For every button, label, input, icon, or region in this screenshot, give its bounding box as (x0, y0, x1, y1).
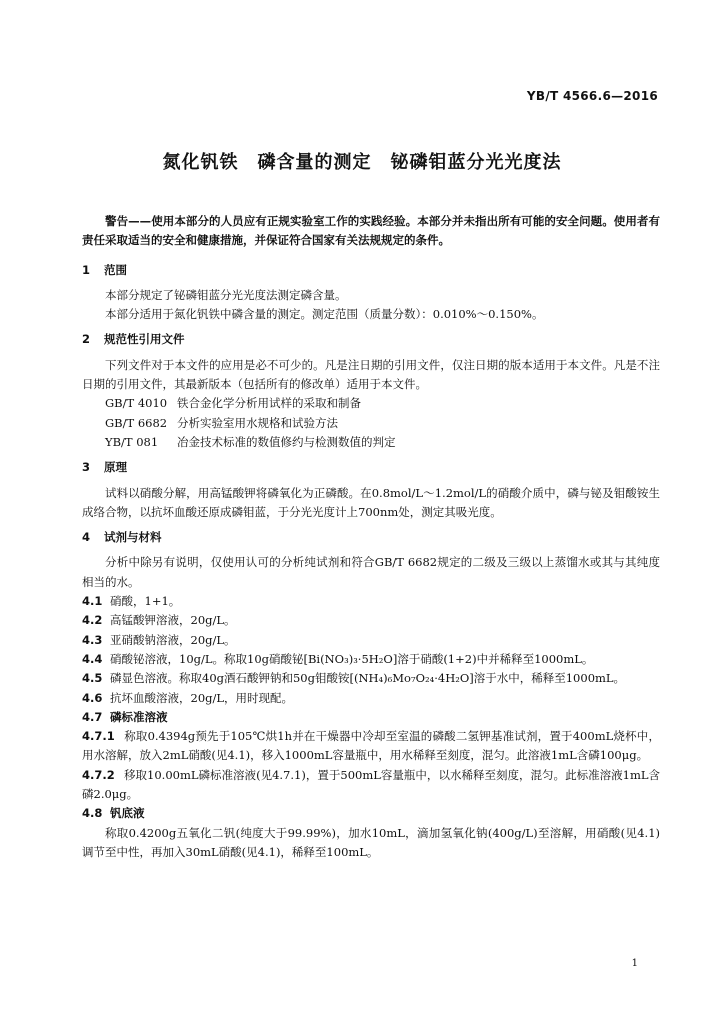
section-1-heading (82, 261, 660, 280)
item-number: 4.7 (82, 709, 103, 724)
reagent-item (82, 766, 660, 805)
item-number: 4.7.2 (82, 767, 115, 782)
reagent-item (82, 631, 660, 650)
item-text: 亚硝酸钠溶液，20g/L。 (110, 632, 236, 647)
principle-paragraph: 试料以硝酸分解，用高锰酸钾将磷氧化为正磷酸。在0.8mol/L～1.2mol/L的硝酸介质中，磷与铋及钼酸铵生成络合物，以抗坏血酸还原成磷钼蓝，于分光光度计上700nm处，测定其吸光度。 (82, 485, 660, 519)
item-number: 4.4 (82, 651, 103, 666)
section-number: 3 (82, 460, 91, 475)
item-number: 4.2 (82, 613, 103, 628)
section-number: 4 (82, 530, 91, 545)
reagent-item (82, 592, 660, 611)
section-title: 原理 (104, 460, 127, 475)
item-number: 4.5 (82, 671, 103, 686)
item-number: 4.3 (82, 632, 103, 647)
reference-title: 分析实验室用水规格和试验方法 (177, 415, 338, 430)
item-number: 4.7.1 (82, 729, 115, 744)
vanadium-base-paragraph: 称取0.4200g五氧化二钒(纯度大于99.99%)，加水10mL，滴加氢氧化钠(400g/L)至溶解，用硝酸(见4.1)调节至中性，再加入30mL硝酸(见4.1)，稀释至100mL。 (82, 825, 660, 859)
reference-item (82, 394, 660, 413)
item-number: 4.1 (82, 594, 103, 609)
scope-paragraph-1: 本部分规定了铋磷钼蓝分光光度法测定磷含量。 (105, 287, 347, 302)
subsection-4-8-heading (82, 804, 660, 823)
scope-paragraph-2: 本部分适用于氮化钒铁中磷含量的测定。测定范围（质量分数）：0.010%～0.150%。 (105, 307, 544, 322)
item-number: 4.8 (82, 806, 103, 821)
reference-code: GB/T 4010 (105, 396, 168, 411)
page-number: 1 (631, 958, 638, 969)
reagent-item (82, 650, 660, 669)
reagent-item (82, 669, 660, 688)
subsection-4-7-heading (82, 708, 660, 727)
reference-title: 铁合金化学分析用试样的采取和制备 (177, 396, 361, 411)
reagent-item (82, 727, 660, 766)
safety-warning: 警告——使用本部分的人员应有正规实验室工作的实践经验。本部分并未指出所有可能的安全问题。使用者有责任采取适当的安全和健康措施，并保证符合国家有关法规规定的条件。 (82, 214, 660, 248)
section-number: 2 (82, 332, 91, 347)
reference-title: 冶金技术标准的数值修约与检测数值的判定 (177, 434, 396, 449)
item-text: 硝酸，1+1。 (110, 594, 181, 609)
section-title: 试剂与材料 (104, 530, 162, 545)
section-3-heading (82, 458, 660, 477)
reagents-paragraph: 分析中除另有说明，仅使用认可的分析纯试剂和符合GB/T 6682规定的二级及三级以上蒸馏水或其与其纯度相当的水。 (82, 555, 660, 589)
item-number: 4.6 (82, 690, 103, 705)
reference-code: YB/T 081 (105, 434, 159, 449)
subsection-title: 钒底液 (110, 806, 145, 821)
item-text: 高锰酸钾溶液，20g/L。 (110, 613, 236, 628)
reagent-item (82, 689, 660, 708)
document-body (82, 212, 660, 862)
item-text: 抗坏血酸溶液，20g/L，用时现配。 (110, 690, 294, 705)
item-text: 称取0.4394g预先于105℃烘1h并在干燥器中冷却至室温的磷酸二氢钾基准试剂，置于400mL烧杯中，用水溶解，放入2mL硝酸(见4.1)，移入1000mL容量瓶中，用水稀释至刻度，混匀。此溶液1mL含磷100μg。 (82, 729, 660, 763)
references-paragraph: 下列文件对于本文件的应用是必不可少的。凡是注日期的引用文件，仅注日期的版本适用于本文件。凡是不注日期的引用文件，其最新版本（包括所有的修改单）适用于本文件。 (82, 357, 660, 392)
standard-code: YB/T 4566.6—2016 (526, 89, 658, 103)
item-text: 磷显色溶液。称取40g酒石酸钾钠和50g钼酸铵[(NH₄)₆Mo₇O₂₄·4H₂O]溶于水中，稀释至1000mL。 (110, 671, 626, 686)
section-4-heading (82, 528, 660, 547)
section-number: 1 (82, 262, 91, 277)
subsection-title: 磷标准溶液 (110, 709, 168, 724)
document-title: 氮化钒铁 磷含量的测定 铋磷钼蓝分光光度法 (162, 152, 562, 173)
item-text: 硝酸铋溶液，10g/L。称取10g硝酸铋[Bi(NO₃)₃·5H₂O]溶于硝酸(1+2)中并稀释至1000mL。 (110, 651, 594, 666)
reference-code: GB/T 6682 (105, 415, 168, 430)
item-text: 移取10.00mL磷标准溶液(见4.7.1)，置于500mL容量瓶中，以水稀释至刻度，混匀。此标准溶液1mL含磷2.0μg。 (82, 767, 660, 802)
reference-item (82, 433, 660, 452)
section-title: 范围 (104, 262, 127, 277)
section-title: 规范性引用文件 (104, 332, 185, 347)
reagent-item (82, 611, 660, 630)
section-2-heading (82, 330, 660, 349)
reference-item (82, 414, 660, 433)
